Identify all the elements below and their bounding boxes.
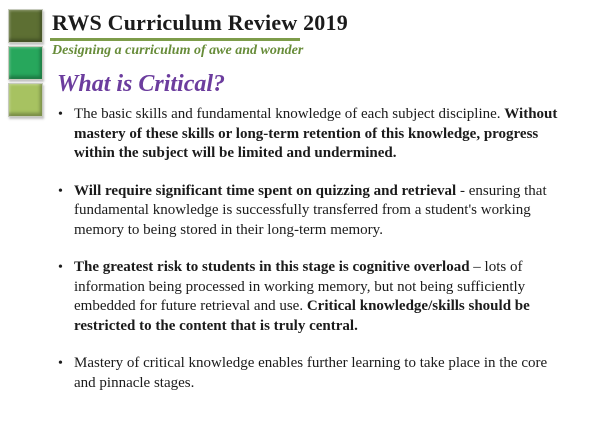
logo-square-dark-icon xyxy=(8,9,43,43)
bullet-item xyxy=(55,258,562,336)
page-title: What is Critical? xyxy=(57,71,226,97)
bullet-text-segment: – lots of information being processed in working memory, but not being sufficiently embedded for future retrieval and use. xyxy=(74,259,526,314)
header-title: RWS Curriculum Review 2019 xyxy=(52,10,348,35)
bullet-text-segment: Without mastery of these skills or long-term retention of this knowledge, progress within the subject will be limited and undermined. xyxy=(74,106,558,161)
slide-header xyxy=(52,10,348,59)
bullet-item xyxy=(55,105,562,164)
bullet-text-segment: Critical knowledge/skills should be restricted to the content that is truly central. xyxy=(74,298,530,334)
bullet-item xyxy=(55,354,562,393)
bullet-text-segment: The greatest risk to students in this stage is cognitive overload xyxy=(74,259,470,275)
header-rule xyxy=(50,38,300,41)
bullet-text-segment: Mastery of critical knowledge enables further learning to take place in the core and pinnacle stages. xyxy=(74,355,548,391)
logo-squares xyxy=(8,9,43,120)
header-subtitle: Designing a curriculum of awe and wonder xyxy=(52,43,304,58)
bullet-text-segment: Will require significant time spent on quizzing and retrieval xyxy=(74,182,457,199)
logo-square-mid-icon xyxy=(8,46,43,80)
bullet-item xyxy=(55,182,562,241)
logo-square-light-icon xyxy=(8,83,43,117)
bullet-text-segment: - ensuring that fundamental knowledge is successfully transferred from a student's working memory to being stored in their long-term memory. xyxy=(74,182,547,238)
bullet-list xyxy=(55,105,562,411)
bullet-text-segment: The basic skills and fundamental knowledge of each subject discipline. xyxy=(74,106,505,122)
